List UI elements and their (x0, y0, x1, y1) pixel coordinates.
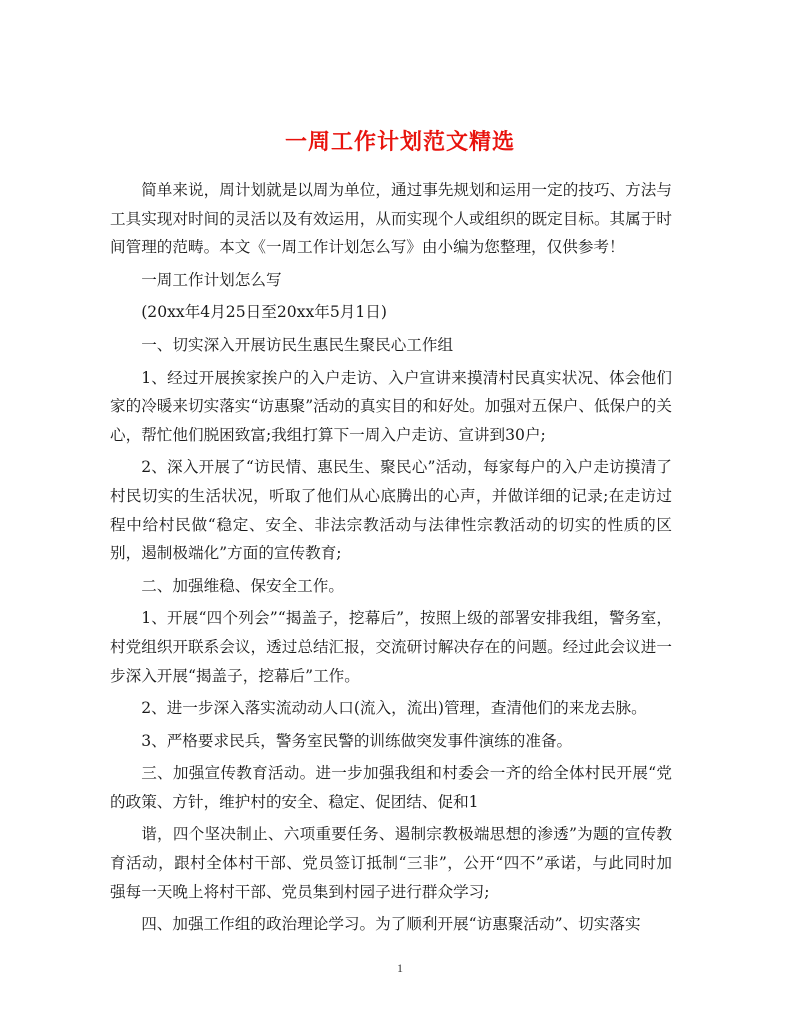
document-body (110, 176, 672, 939)
paragraph-1-2: 2、深入开展了“访民情、惠民生、聚民心”活动，每家每户的入户走访摸清了村民切实的生活状况，听取了他们从心底腾出的心声，并做详细的记录;在走访过程中给村民做“稳定、安全、非法宗教活动与法律性宗教活动的切实的性质的区别，遏制极端化”方面的宣传教育; (110, 458, 672, 563)
section-heading-4: 四、加强工作组的政治理论学习。为了顺利开展“访惠聚活动”、切实落实 (141, 915, 641, 934)
section-heading-2: 二、加强维稳、保安全工作。 (141, 576, 344, 595)
paragraph-1-1: 1、经过开展挨家挨户的入户走访、入户宣讲来摸清村民真实状况、体会他们家的冷暖来切实落实“访惠聚”活动的真实目的和好处。加强对五保户、低保户的关心，帮忙他们脱困致富;我组打算下一周入户走访、宣讲到30户; (110, 368, 672, 444)
paragraph-subtitle: 一周工作计划怎么写 (141, 270, 282, 289)
paragraph-2-2: 2、进一步深入落实流动动人口(流入，流出)管理，查清他们的来龙去脉。 (141, 699, 647, 718)
paragraph-2-1: 1、开展“四个列会”“揭盖子，挖幕后”，按照上级的部署安排我组，警务室，村党组织开联系会议，透过总结汇报，交流研讨解决存在的问题。经过此会议进一步深入开展“揭盖子，挖幕后”工作。 (110, 609, 672, 685)
section-heading-3: 三、加强宣传教育活动。进一步加强我组和村委会一齐的给全体村民开展“党的政策、方针，维护村的安全、稳定、促团结、促和1 (110, 764, 672, 811)
paragraph-intro: 简单来说，周计划就是以周为单位，通过事先规划和运用一定的技巧、方法与工具实现对时间的灵活以及有效运用，从而实现个人或组织的既定目标。其属于时间管理的范畴。本文《一周工作计划怎么写》由小编为您整理，仅供参考！ (110, 181, 672, 257)
paragraph-3-continued: 谐，四个坚决制止、六项重要任务、遏制宗教极端思想的渗透”为题的宣传教育活动，跟村全体村干部、党员签订抵制“三非”，公开“四不”承诺，与此同时加强每一天晚上将村干部、党员集到村园子进行群众学习; (110, 825, 672, 901)
section-heading-1: 一、切实深入开展访民生惠民生聚民心工作组 (141, 335, 454, 354)
page-number: 1 (397, 961, 403, 975)
document-title: 一周工作计划范文精选 (284, 128, 515, 155)
paragraph-date-range: (20xx年4月25日至20xx年5月1日) (141, 303, 387, 322)
paragraph-2-3: 3、严格要求民兵，警务室民警的训练做突发事件演练的准备。 (141, 731, 573, 750)
